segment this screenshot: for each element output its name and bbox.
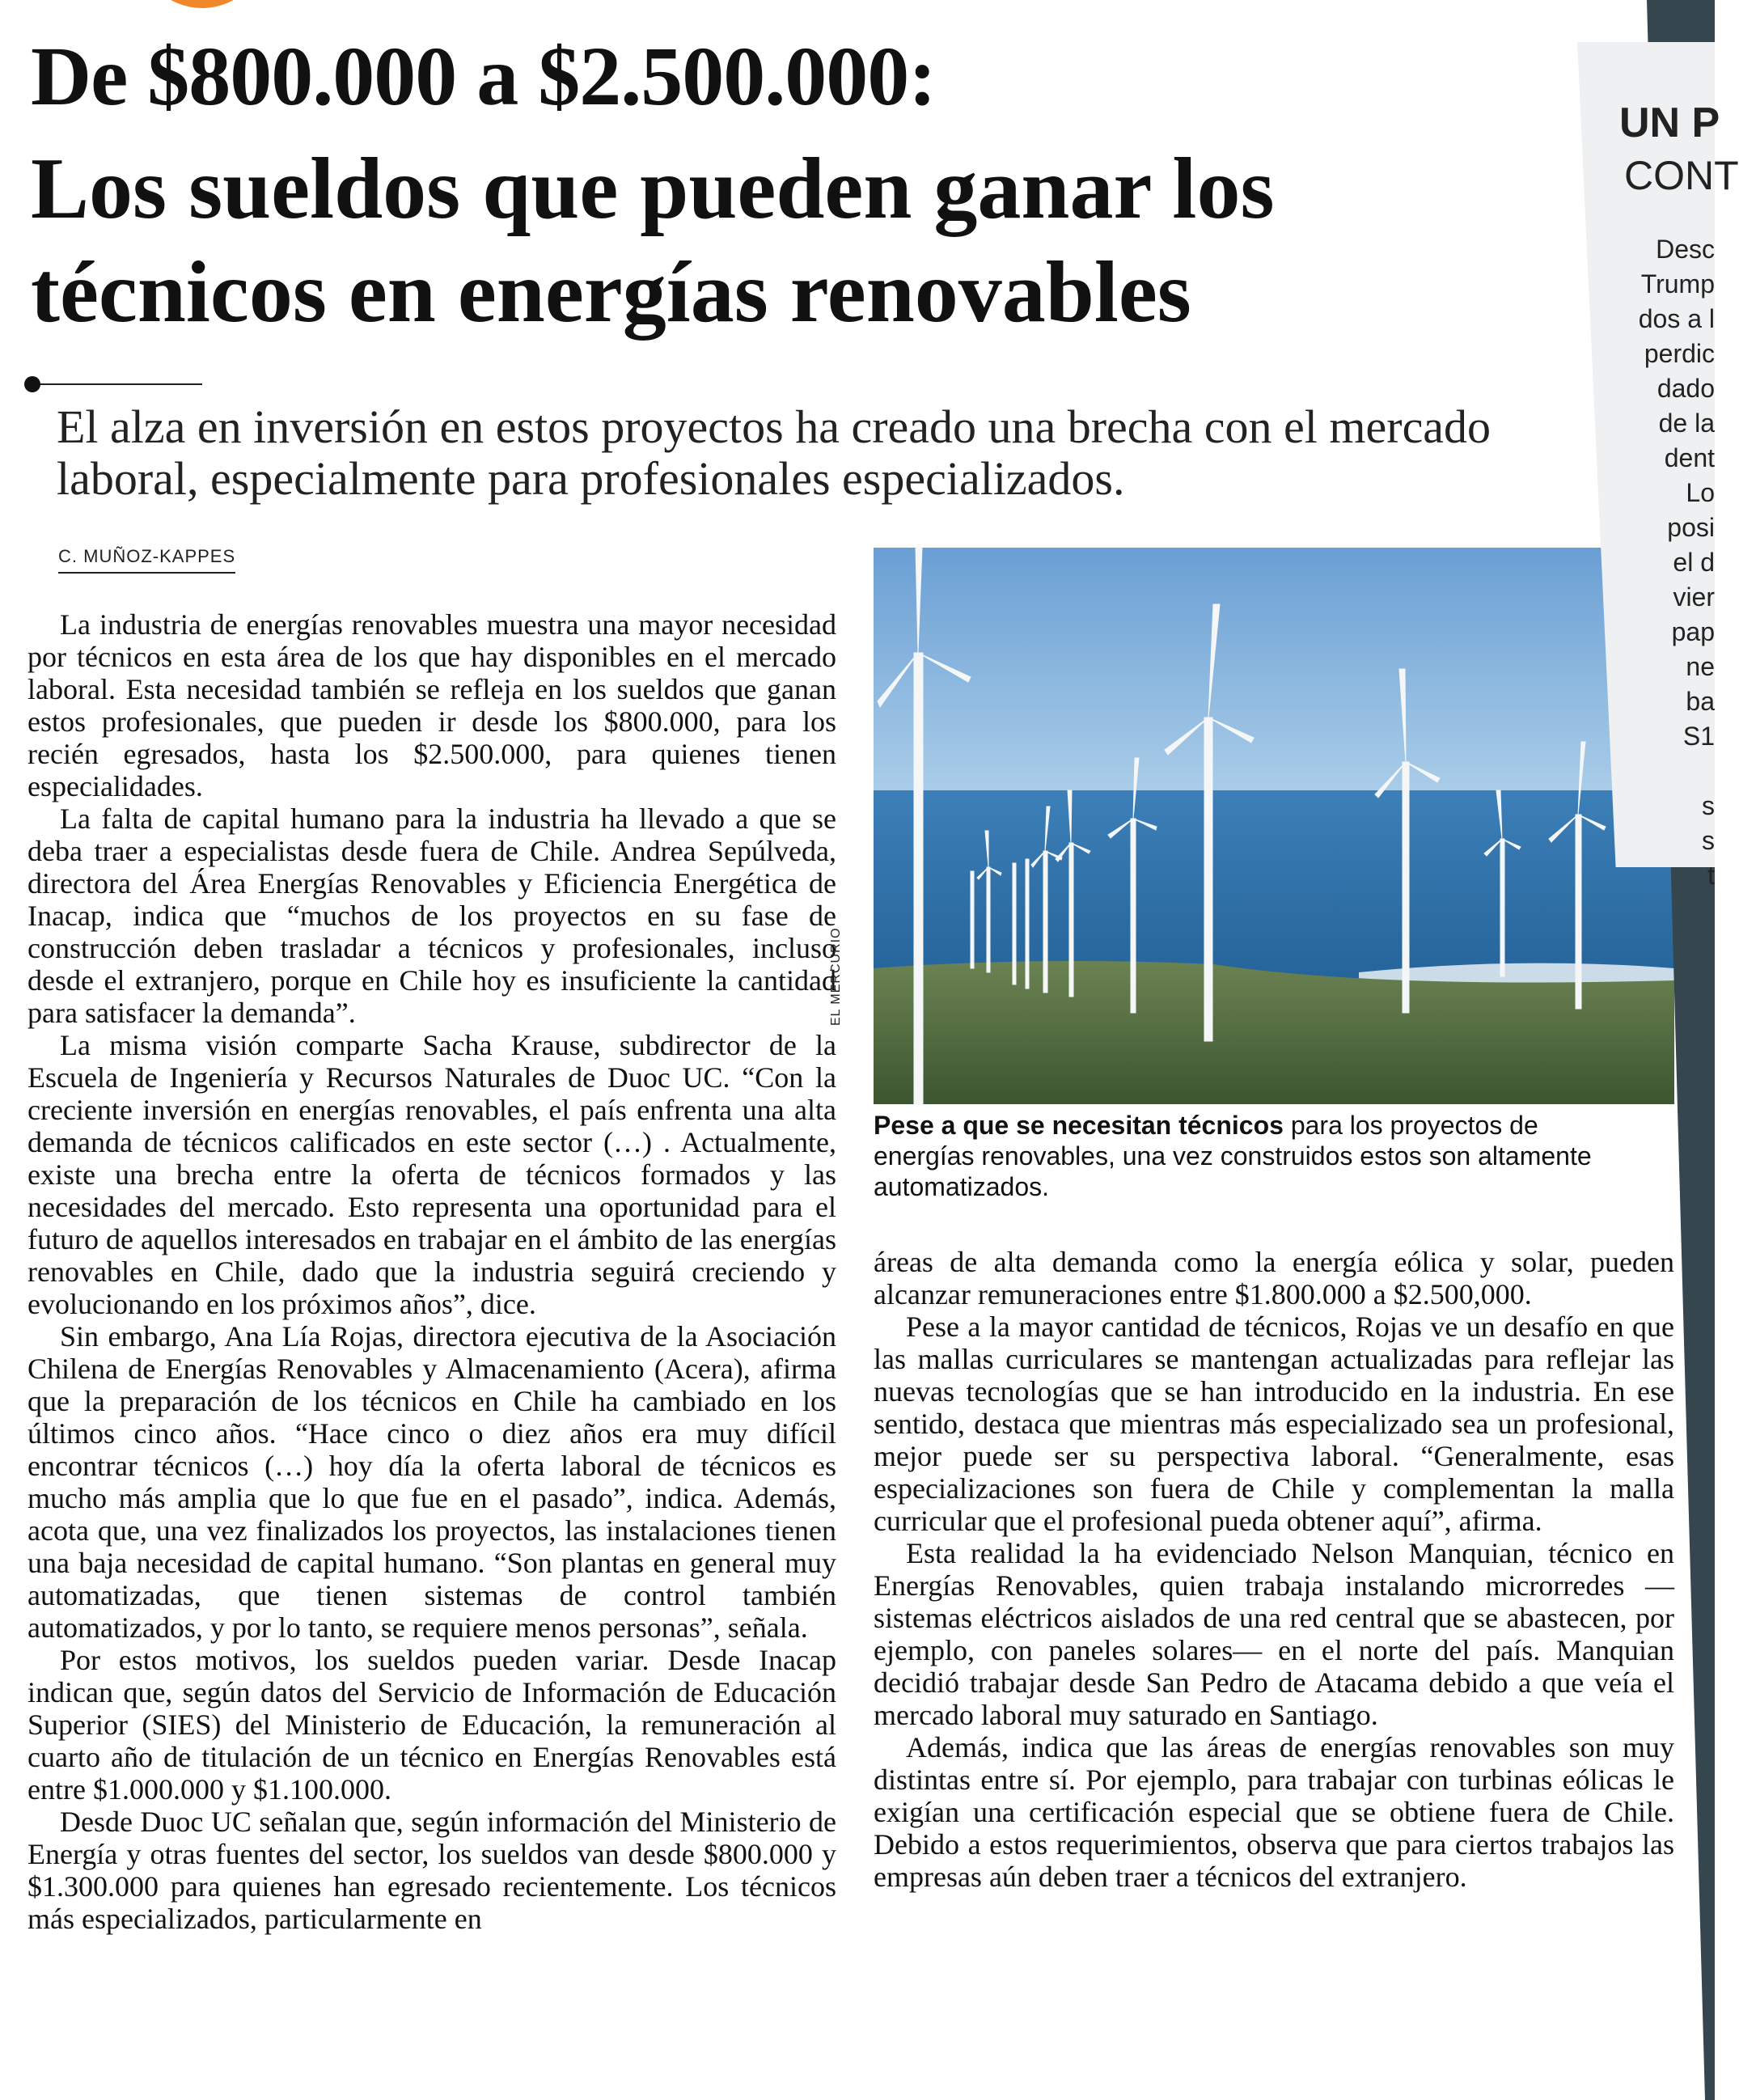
sidebar-line: ba — [1686, 687, 1715, 716]
divider-line — [32, 383, 202, 385]
article-paragraph: La misma visión comparte Sacha Krause, subdirector de la Escuela de Ingeniería y Recursos Naturales de Duoc UC. “Con la creciente inversión en energías renovables, el país enfrenta una alta demanda de técnicos calificados en este sector (…) . Actualmente, existe una brecha entre la oferta de técnicos formados y las necesidades del mercado. Esto representa una oportunidad para el futuro de aquellos interesados en trabajar en el ámbito de las energías renovables en Chile, dado que la industria seguirá creciendo y evolucionando en los próximos años”, dice. — [28, 1029, 836, 1320]
sidebar-line: perdic — [1644, 339, 1715, 368]
headline: De $800.000 a $2.500.000: — [31, 30, 936, 123]
photo-credit: EL MERCURIO — [829, 927, 843, 1026]
sidebar-line: posi — [1667, 513, 1715, 542]
article-column-right — [874, 1246, 1674, 1893]
sidebar-title: UN P — [1619, 99, 1720, 146]
article-paragraph: áreas de alta demanda como la energía eólica y solar, pueden alcanzar remuneraciones entre $1.800.000 a $2.500,000. — [874, 1246, 1674, 1310]
article-paragraph: Sin embargo, Ana Lía Rojas, directora ejecutiva de la Asociación Chilena de Energías Renovables y Almacenamiento (Acera), afirma que la preparación de los técnicos en Chile ha cambiado en los últimos cinco años. “Hace cinco o diez años era muy difícil encontrar técnicos (…) hoy día la oferta laboral de técnicos es mucho más amplia que lo que fue en el pasado”, indica. Además, acota que, una vez finalizados los proyectos, las instalaciones tienen una baja necesidad de capital humano. “Son plantas en general muy automatizadas, que tienen sistemas de control también automatizados, y por lo tanto, se requiere menos personas”, señala. — [28, 1320, 836, 1644]
sidebar-line: Lo — [1686, 478, 1715, 507]
article-paragraph: Pese a la mayor cantidad de técnicos, Rojas ve un desafío en que las mallas curriculares se mantengan actualizadas para reflejar las nuevas tecnologías que se han introducido en la industria. En ese sentido, destaca que mientras más especializado sea un profesional, mejor puede ser su perspectiva laboral. “Generalmente, esas especializaciones son fuera de Chile y complementan la malla curricular que el profesional pueda obtener aquí”, afirma. — [874, 1310, 1674, 1537]
sidebar-line: pap — [1671, 617, 1715, 646]
wind-farm-photo — [874, 548, 1674, 1104]
photo-caption — [874, 1110, 1618, 1202]
sidebar-line: el d — [1673, 548, 1715, 577]
sidebar-line: S1 — [1682, 722, 1715, 751]
sidebar-line: s — [1702, 791, 1715, 820]
sidebar-subtitle: CONT — [1624, 153, 1739, 198]
sidebar-line: Desc — [1656, 235, 1715, 264]
article-paragraph: La falta de capital humano para la industria ha llevado a que se deba traer a especialistas desde fuera de Chile. Andrea Sepúlveda, directora del Área Energías Renovables y Eficiencia Energética de Inacap, indica que “muchos de los proyectos en su fase de construcción deben trasladar a técnicos y profesionales, incluso desde el extranjero, porque en Chile hoy es insuficiente la cantidad para satisfacer la demanda”. — [28, 802, 836, 1029]
byline: C. MUÑOZ-KAPPES — [58, 546, 235, 574]
caption-lead: Pese a que se necesitan técnicos — [874, 1111, 1284, 1140]
divider-dot — [24, 376, 40, 392]
article-column-left — [28, 608, 836, 1935]
sidebar-line: ne — [1686, 652, 1715, 681]
caption-text: para los proyectos de energías renovables, una vez construidos estos son altamente automatizados. — [874, 1111, 1592, 1201]
article-paragraph: Desde Duoc UC señalan que, según información del Ministerio de Energía y otras fuentes del sector, los sueldos van desde $800.000 y $1.300.000 para quienes han egresado recientemente. Los técnicos más especializados, particularmente en — [28, 1806, 836, 1935]
sidebar-line: dos a l — [1638, 304, 1715, 333]
sidebar-line: vier — [1673, 582, 1715, 612]
subhead: Los sueldos que pueden ganar los técnicos en energías renovables — [31, 141, 1275, 341]
sidebar-line: de la — [1658, 409, 1715, 438]
article-paragraph: Por estos motivos, los sueldos pueden variar. Desde Inacap indican que, según datos del Servicio de Información de Educación Superior (SIES) del Ministerio de Educación, la remuneración al cuarto año de titulación de un técnico en Energías Renovables está entre $1.000.000 y $1.100.000. — [28, 1644, 836, 1806]
sidebar-line: dent — [1664, 443, 1715, 472]
article-paragraph: Además, indica que las áreas de energías renovables son muy distintas entre sí. Por ejemplo, para trabajar con turbinas eólicas le exigían una certificación especial que se obtiene fuera de Chile. Debido a estos requerimientos, observa que para ciertos trabajos las empresas aún deben traer a técnicos del extranjero. — [874, 1731, 1674, 1893]
sidebar-line: Trump — [1640, 269, 1715, 298]
sidebar-line: dado — [1656, 374, 1715, 403]
article-paragraph: Esta realidad la ha evidenciado Nelson Manquian, técnico en Energías Renovables, quien trabaja instalando microrredes —sistemas eléctricos aislados de una red central que se abastecen, por ejemplo, con paneles solares— en el norte del país. Manquian decidió trabajar desde San Pedro de Atacama debido a que veía el mercado laboral muy saturado en Santiago. — [874, 1537, 1674, 1731]
article-paragraph: La industria de energías renovables muestra una mayor necesidad por técnicos en esta área de los que hay disponibles en el mercado laboral. Esta necesidad también se refleja en los sueldos que ganan estos profesionales, que pueden ir desde los $800.000, para los recién egresados, hasta los $2.500.000, para quienes tienen especialidades. — [28, 608, 836, 802]
section-badge — [138, 0, 267, 8]
sidebar-line: t — [1707, 861, 1715, 890]
sidebar-line: s — [1702, 826, 1715, 855]
wind-turbines-illustration — [874, 548, 1674, 1104]
deck: El alza en inversión en estos proyectos ha creado una brecha con el mercado laboral, especialmente para profesionales especializados. — [57, 400, 1491, 505]
